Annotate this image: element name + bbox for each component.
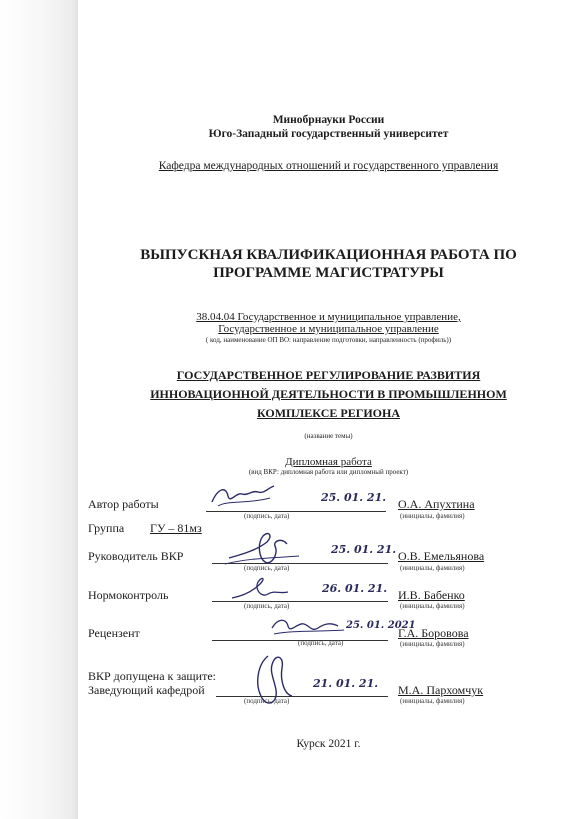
head-sig-caption: (подпись, дата) [244,697,290,705]
head-of-department-label: Заведующий кафедрой [88,683,205,697]
normcontrol-sig-caption: (подпись, дата) [244,602,290,610]
city-year: Курск 2021 г. [296,738,361,750]
specialty-caption: ( код, наименование ОП ВО: направление подготовки, направленность (профиль)) [205,336,452,344]
group-value: ГУ – 81мз [150,521,202,535]
department-name: Кафедра международных отношений и государственного управления [158,160,499,172]
author-label: Автор работы [88,497,159,511]
reviewer-signature [268,614,348,640]
thesis-topic [78,366,579,423]
topic-line: ИННОВАЦИОННОЙ ДЕЯТЕЛЬНОСТИ В ПРОМЫШЛЕННОМ [150,387,507,401]
title-page [78,0,579,819]
normcontrol-signature [228,574,298,604]
group-label: Группа [88,521,125,535]
normcontrol-label: Нормоконтроль [88,588,169,602]
work-title-line: ПРОГРАММЕ МАГИСТРАТУРЫ [213,265,444,281]
work-kind-caption: (вид ВКР: дипломная работа или дипломный проект) [248,468,409,476]
author-sign-line [206,511,386,512]
topic-line: ГОСУДАРСТВЕННОЕ РЕГУЛИРОВАНИЕ РАЗВИТИЯ [176,368,481,382]
topic-line: КОМПЛЕКСЕ РЕГИОНА [256,406,401,420]
author-name-caption: (инициалы, фамилия) [400,512,465,520]
specialty-line: Государственное и муниципальное управление [218,323,439,335]
supervisor-name: О.В. Емельянова [398,549,485,563]
normcontrol-name-caption: (инициалы, фамилия) [400,602,465,610]
normcontrol-name: И.В. Бабенко [398,588,465,602]
author-date: 25. 01. 21. [321,491,387,504]
head-name: М.А. Пархомчук [398,683,484,697]
scan-edge-shadow [0,0,78,819]
reviewer-name: Г.А. Боровова [398,626,469,640]
reviewer-label: Рецензент [88,626,140,640]
ministry-name: Минобрнауки России [272,114,385,126]
supervisor-date: 25. 01. 21. [331,543,397,556]
work-title [78,246,579,282]
normcontrol-date: 26. 01. 21. [322,582,388,595]
head-name-caption: (инициалы, фамилия) [400,697,465,705]
reviewer-date: 25. 01. 2021 [346,620,416,631]
supervisor-label: Руководитель ВКР [88,549,184,563]
head-date: 21. 01. 21. [313,677,379,690]
admission-label: ВКР допущена к защите: [88,669,216,683]
author-sig-caption: (подпись, дата) [244,512,290,520]
work-title-line: ВЫПУСКНАЯ КВАЛИФИКАЦИОННАЯ РАБОТА ПО [140,247,517,263]
author-name: О.А. Апухтина [398,497,475,511]
topic-caption: (название темы) [304,432,353,440]
reviewer-name-caption: (инициалы, фамилия) [400,640,465,648]
author-signature [208,482,278,510]
supervisor-name-caption: (инициалы, фамилия) [400,564,465,572]
reviewer-sig-caption: (подпись, дата) [298,639,344,647]
supervisor-sig-caption: (подпись, дата) [244,564,290,572]
work-kind: Дипломная работа [285,456,372,468]
university-name: Юго-Западный государственный университет [208,128,449,140]
specialty-line: 38.04.04 Государственное и муниципальное управление, [196,311,461,323]
